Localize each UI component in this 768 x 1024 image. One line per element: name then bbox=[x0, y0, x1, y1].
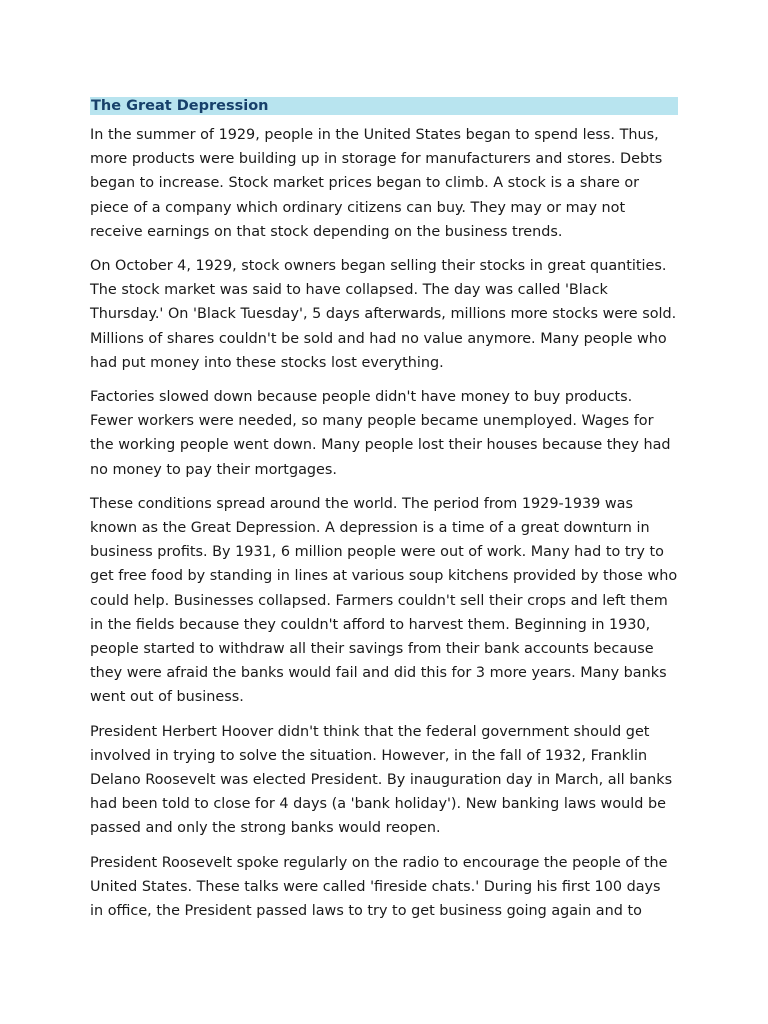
document-page bbox=[90, 97, 678, 933]
paragraph-1: In the summer of 1929, people in the United States began to spend less. Thus, more products were building up in storage for manufacturers and stores. Debts began to increase. Stock market prices began to climb. A stock is a share or piece of a company which ordinary citizens can buy. They may or may not receive earnings on that stock depending on the business trends. bbox=[90, 127, 663, 240]
paragraph-5: President Herbert Hoover didn't think that the federal government should get involved in trying to solve the situation. However, in the fall of 1932, Franklin Delano Roosevelt was elected President. By inauguration day in March, all banks had been told to close for 4 days (a 'bank holiday'). New banking laws would be passed and only the strong banks would reopen. bbox=[90, 723, 673, 837]
paragraph-6: President Roosevelt spoke regularly on the radio to encourage the people of the United States. These talks were called 'fireside chats.' During his first 100 days in office, the President passed laws to try to get business going again and to bbox=[90, 854, 668, 920]
document-title: The Great Depression bbox=[90, 97, 678, 115]
paragraph-2: On October 4, 1929, stock owners began selling their stocks in great quantities. The stock market was said to have collapsed. The day was called 'Black Thursday.' On 'Black Tuesday', 5 days afterwards, millions more stocks were sold. Millions of shares couldn't be sold and had no value anymore. Many people who had put money into these stocks lost everything. bbox=[90, 258, 677, 371]
paragraph-3: Factories slowed down because people didn't have money to buy products. Fewer workers were needed, so many people became unemployed. Wages for the working people went down. Many people lost their houses because they had no money to pay their mortgages. bbox=[90, 389, 671, 478]
paragraph-4: These conditions spread around the world. The period from 1929-1939 was known as the Great Depression. A depression is a time of a great downturn in business profits. By 1931, 6 million people were out of work. Many had to try to get free food by standing in lines at various soup kitchens provided by those who could help. Businesses collapsed. Farmers couldn't sell their crops and left them in the fields because they couldn't afford to harvest them. Beginning in 1930, people started to withdraw all their savings from their bank accounts because they were afraid the banks would fail and did this for 3 more years. Many banks went out of business. bbox=[90, 495, 678, 706]
